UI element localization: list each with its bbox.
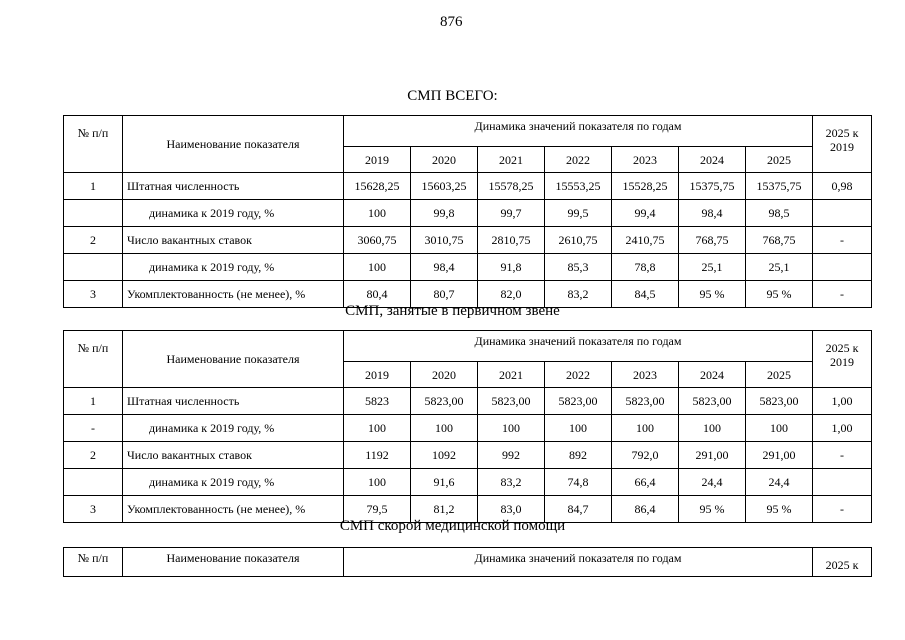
row-value: 66,4 bbox=[612, 469, 679, 496]
header-year: 2019 bbox=[344, 362, 411, 388]
header-num: № п/п bbox=[64, 116, 123, 173]
row-name: Штатная численность bbox=[123, 173, 344, 200]
header-name: Наименование показателя bbox=[123, 331, 344, 388]
header-year: 2021 bbox=[478, 362, 545, 388]
header-year: 2023 bbox=[612, 362, 679, 388]
table-row bbox=[64, 415, 872, 442]
header-year: 2020 bbox=[411, 147, 478, 173]
header-name: Наименование показателя bbox=[123, 548, 344, 577]
header-year: 2025 bbox=[746, 362, 813, 388]
header-year: 2024 bbox=[679, 362, 746, 388]
table-ambulance bbox=[63, 547, 872, 577]
row-name: Укомплектованность (не менее), % bbox=[123, 281, 344, 308]
row-value: 15375,75 bbox=[746, 173, 813, 200]
row-num: 2 bbox=[64, 442, 123, 469]
table-row bbox=[64, 227, 872, 254]
row-value: 95 % bbox=[746, 281, 813, 308]
table-row bbox=[64, 254, 872, 281]
row-value: 291,00 bbox=[746, 442, 813, 469]
row-value: 100 bbox=[344, 200, 411, 227]
row-value: 82,0 bbox=[478, 281, 545, 308]
section-title-ambulance: СМП скорой медицинской помощи bbox=[339, 518, 566, 534]
row-ratio: - bbox=[813, 281, 872, 308]
row-ratio bbox=[813, 200, 872, 227]
section-title-primary: СМП, занятые в первичном звене bbox=[345, 303, 560, 319]
row-value: 15553,25 bbox=[545, 173, 612, 200]
row-value: 25,1 bbox=[679, 254, 746, 281]
row-value: 80,7 bbox=[411, 281, 478, 308]
table-row bbox=[64, 200, 872, 227]
row-value: 98,4 bbox=[411, 254, 478, 281]
row-value: 1192 bbox=[344, 442, 411, 469]
row-value: 291,00 bbox=[679, 442, 746, 469]
row-value: 25,1 bbox=[746, 254, 813, 281]
row-value: 80,4 bbox=[344, 281, 411, 308]
row-value: 74,8 bbox=[545, 469, 612, 496]
header-year: 2025 bbox=[746, 147, 813, 173]
row-num: 2 bbox=[64, 227, 123, 254]
row-value: 91,6 bbox=[411, 469, 478, 496]
row-value: 83,2 bbox=[545, 281, 612, 308]
header-ratio bbox=[813, 116, 872, 173]
row-ratio: 1,00 bbox=[813, 388, 872, 415]
row-value: 98,5 bbox=[746, 200, 813, 227]
row-name: Число вакантных ставок bbox=[123, 227, 344, 254]
header-year: 2020 bbox=[411, 362, 478, 388]
row-num bbox=[64, 200, 123, 227]
row-value: 5823,00 bbox=[612, 388, 679, 415]
row-name: Число вакантных ставок bbox=[123, 442, 344, 469]
row-value: 83,2 bbox=[478, 469, 545, 496]
header-ratio-line1: 2025 к bbox=[825, 341, 859, 355]
row-name: Укомплектованность (не менее), % bbox=[123, 496, 344, 523]
header-year: 2023 bbox=[612, 147, 679, 173]
row-value: 99,5 bbox=[545, 200, 612, 227]
table-total bbox=[63, 115, 872, 308]
row-value: 99,7 bbox=[478, 200, 545, 227]
row-value: 95 % bbox=[679, 496, 746, 523]
row-value: 85,3 bbox=[545, 254, 612, 281]
row-num: 3 bbox=[64, 496, 123, 523]
row-value: 95 % bbox=[679, 281, 746, 308]
page-number: 876 bbox=[440, 14, 463, 30]
row-value: 79,5 bbox=[344, 496, 411, 523]
header-ratio bbox=[813, 331, 872, 388]
row-value: 84,5 bbox=[612, 281, 679, 308]
row-ratio bbox=[813, 469, 872, 496]
row-value: 992 bbox=[478, 442, 545, 469]
row-value: 15603,25 bbox=[411, 173, 478, 200]
header-name: Наименование показателя bbox=[123, 116, 344, 173]
row-value: 5823,00 bbox=[478, 388, 545, 415]
row-value: 2410,75 bbox=[612, 227, 679, 254]
row-num: 1 bbox=[64, 173, 123, 200]
row-value: 100 bbox=[612, 415, 679, 442]
row-value: 2610,75 bbox=[545, 227, 612, 254]
row-value: 768,75 bbox=[679, 227, 746, 254]
row-ratio: - bbox=[813, 227, 872, 254]
table-primary bbox=[63, 330, 872, 523]
row-value: 91,8 bbox=[478, 254, 545, 281]
row-value: 5823,00 bbox=[679, 388, 746, 415]
row-value: 100 bbox=[344, 469, 411, 496]
row-value: 24,4 bbox=[746, 469, 813, 496]
row-value: 84,7 bbox=[545, 496, 612, 523]
row-value: 15375,75 bbox=[679, 173, 746, 200]
section-title-total: СМП ВСЕГО: bbox=[407, 88, 498, 104]
table-row bbox=[64, 173, 872, 200]
row-num bbox=[64, 254, 123, 281]
row-num: - bbox=[64, 415, 123, 442]
row-num: 3 bbox=[64, 281, 123, 308]
row-value: 95 % bbox=[746, 496, 813, 523]
row-value: 15528,25 bbox=[612, 173, 679, 200]
row-value: 5823 bbox=[344, 388, 411, 415]
header-year: 2022 bbox=[545, 362, 612, 388]
header-dynamics: Динамика значений показателя по годам bbox=[344, 548, 813, 577]
row-value: 5823,00 bbox=[545, 388, 612, 415]
row-value: 99,4 bbox=[612, 200, 679, 227]
row-value: 100 bbox=[411, 415, 478, 442]
row-value: 100 bbox=[545, 415, 612, 442]
row-num: 1 bbox=[64, 388, 123, 415]
row-value: 1092 bbox=[411, 442, 478, 469]
row-ratio: - bbox=[813, 496, 872, 523]
header-ratio-line2: 2019 bbox=[830, 140, 854, 154]
row-ratio: - bbox=[813, 442, 872, 469]
row-value: 2810,75 bbox=[478, 227, 545, 254]
row-value: 78,8 bbox=[612, 254, 679, 281]
row-name: динамика к 2019 году, % bbox=[123, 469, 344, 496]
row-value: 15578,25 bbox=[478, 173, 545, 200]
table-row bbox=[64, 442, 872, 469]
header-year: 2019 bbox=[344, 147, 411, 173]
row-value: 3010,75 bbox=[411, 227, 478, 254]
row-ratio: 0,98 bbox=[813, 173, 872, 200]
header-dynamics: Динамика значений показателя по годам bbox=[344, 116, 813, 147]
row-value: 100 bbox=[746, 415, 813, 442]
header-num: № п/п bbox=[64, 548, 123, 577]
row-value: 100 bbox=[344, 415, 411, 442]
row-value: 792,0 bbox=[612, 442, 679, 469]
row-ratio bbox=[813, 254, 872, 281]
row-value: 892 bbox=[545, 442, 612, 469]
table-row bbox=[64, 469, 872, 496]
row-value: 3060,75 bbox=[344, 227, 411, 254]
header-num: № п/п bbox=[64, 331, 123, 388]
row-value: 100 bbox=[478, 415, 545, 442]
row-value: 768,75 bbox=[746, 227, 813, 254]
row-value: 81,2 bbox=[411, 496, 478, 523]
header-ratio-line2: 2019 bbox=[830, 355, 854, 369]
row-value: 5823,00 bbox=[746, 388, 813, 415]
row-value: 5823,00 bbox=[411, 388, 478, 415]
row-name: Штатная численность bbox=[123, 388, 344, 415]
header-ratio: 2025 к bbox=[813, 548, 872, 577]
row-value: 100 bbox=[344, 254, 411, 281]
row-ratio: 1,00 bbox=[813, 415, 872, 442]
row-name: динамика к 2019 году, % bbox=[123, 254, 344, 281]
header-year: 2021 bbox=[478, 147, 545, 173]
row-value: 83,0 bbox=[478, 496, 545, 523]
row-value: 99,8 bbox=[411, 200, 478, 227]
row-value: 24,4 bbox=[679, 469, 746, 496]
row-value: 98,4 bbox=[679, 200, 746, 227]
row-value: 100 bbox=[679, 415, 746, 442]
row-name: динамика к 2019 году, % bbox=[123, 200, 344, 227]
header-dynamics: Динамика значений показателя по годам bbox=[344, 331, 813, 362]
header-year: 2024 bbox=[679, 147, 746, 173]
row-value: 86,4 bbox=[612, 496, 679, 523]
header-ratio-line1: 2025 к bbox=[825, 126, 859, 140]
row-num bbox=[64, 469, 123, 496]
table-row bbox=[64, 388, 872, 415]
row-name: динамика к 2019 году, % bbox=[123, 415, 344, 442]
row-value: 15628,25 bbox=[344, 173, 411, 200]
header-year: 2022 bbox=[545, 147, 612, 173]
